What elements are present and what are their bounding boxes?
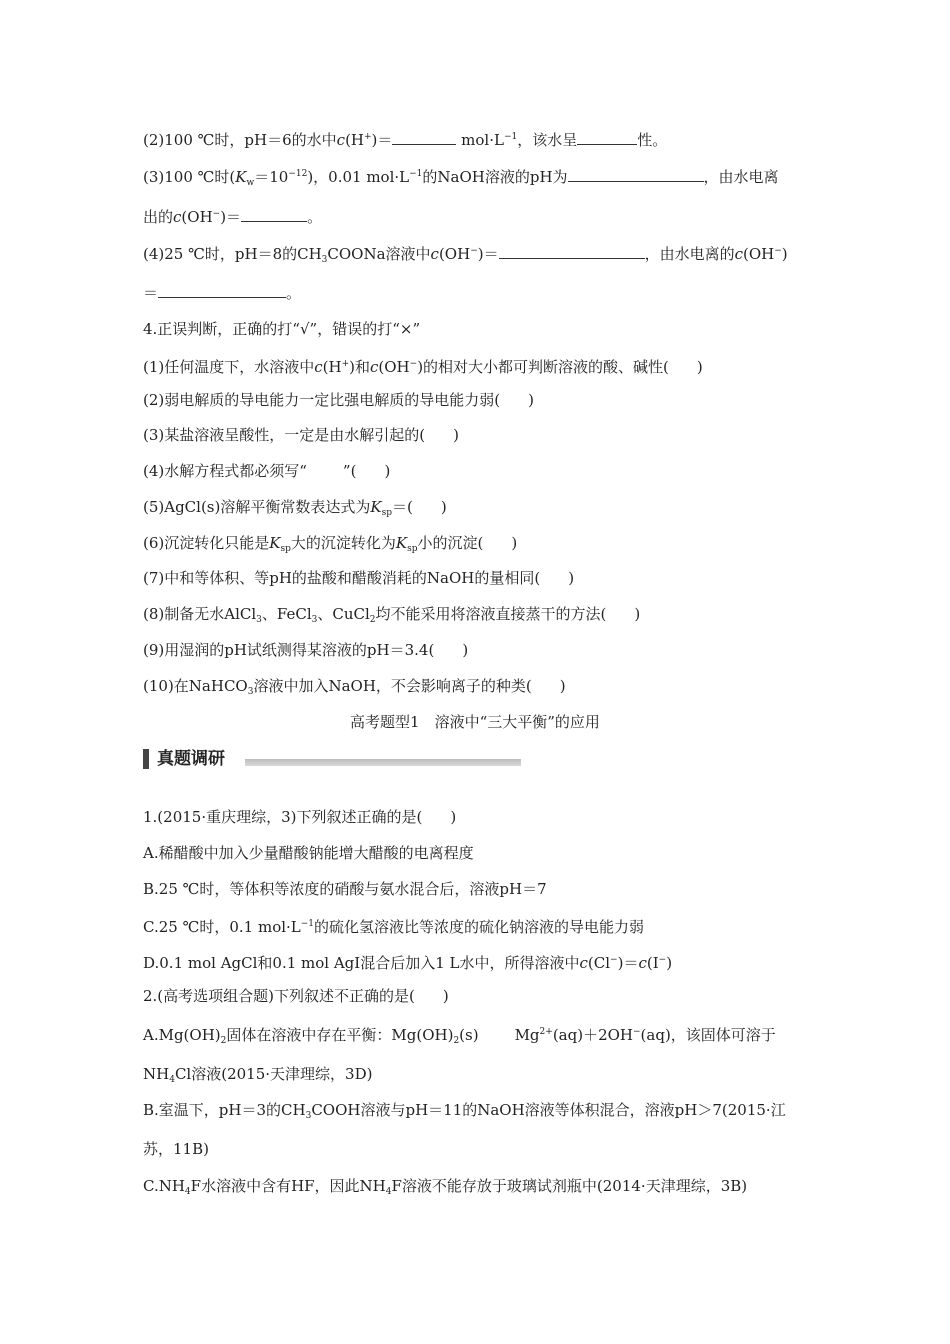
answer-blank[interactable] <box>158 283 286 298</box>
p2-option-b: B.室温下，pH＝3的$CH_3COOH$溶液与pH＝11的NaOH溶液等体积混合，溶液pH＞7(2015·江 <box>143 1101 786 1121</box>
section-heading <box>143 747 523 771</box>
answer-blank[interactable] <box>392 130 456 145</box>
answer-blank[interactable] <box>577 130 637 145</box>
p1-option-c: C.25 ℃时，0.1 $mol\cdot L^{-1}$的硫化氢溶液比等浓度的硫化钠溶液的导电能力弱 <box>143 918 645 936</box>
q4-item-4: (4)水解方程式都必须写“ ”( ) <box>143 462 391 480</box>
p2-option-c: $C.NH_4F$水溶液中含有HF，因此$NH_4F$溶液不能存放于玻璃试剂瓶中(2014·天津理综，3B) <box>143 1177 748 1197</box>
q3-item-4-cont: ＝ 。 <box>143 284 302 302</box>
section-rule <box>245 759 521 766</box>
section-title: 真题调研 <box>157 749 225 769</box>
section-bar-icon <box>143 749 149 769</box>
q4-item-7: (7)中和等体积、等pH的盐酸和醋酸消耗的NaOH的量相同( ) <box>143 569 575 587</box>
p1-stem: 1.(2015·重庆理综，3)下列叙述正确的是( ) <box>143 808 457 826</box>
q3-item-2: (2)100 ℃时，pH＝6的水中$c(H^+)= mol\cdot L^{-1}$，该水呈 性。 <box>143 131 668 149</box>
answer-blank[interactable] <box>499 244 645 259</box>
p2-option-b-cont: 苏，11B) <box>143 1140 209 1158</box>
q4-item-1: (1)任何温度下，水溶液中c(H+)和c(OH−)的相对大小都可判断溶液的酸、碱性( ) <box>143 358 703 376</box>
q4-item-3: (3)某盐溶液呈酸性，一定是由水解引起的( ) <box>143 426 459 444</box>
q4-item-9: (9)用湿润的pH试纸测得某溶液的pH＝3.4( ) <box>143 641 469 659</box>
p1-option-a: A.稀醋酸中加入少量醋酸钠能增大醋酸的电离程度 <box>143 844 474 862</box>
p2-option-a-cont: $NH_4Cl$溶液(2015·天津理综，3D) <box>143 1065 373 1085</box>
p2-stem: 2.(高考选项组合题)下列叙述不正确的是( ) <box>143 987 449 1005</box>
q4-title: 4.正误判断，正确的打“√”，错误的打“×” <box>143 320 421 338</box>
q3-item-3: (3)100 ℃时$(K_w=10^{-12})$，0.01 $mol\cdot L^{-1}$的NaOH溶液的pH为 ，由水电离 <box>143 168 779 188</box>
question-type-title: 高考题型1 溶液中“三大平衡”的应用 <box>350 713 600 731</box>
p1-option-d: D.0.1 mol AgCl和0.1 mol AgI混合后加入1 L水中，所得溶液中c(Cl−)＝c(I−) <box>143 954 673 972</box>
answer-blank[interactable] <box>241 207 307 222</box>
q4-item-5: (5)AgCl(s)溶解平衡常数表达式为$K_{sp}=$( ) <box>143 498 447 518</box>
p1-option-b: B.25 ℃时，等体积等浓度的硝酸与氨水混合后，溶液pH＝7 <box>143 880 547 898</box>
q4-item-6: (6)沉淀转化只能是$K_{sp}$大的沉淀转化为$K_{sp}$小的沉淀( ) <box>143 534 518 554</box>
p2-option-a: $A.Mg(OH)_2$固体在溶液中存在平衡：$Mg(OH)_2(s)$ $Mg^{2+}(aq)+2OH^-(aq)$，该固体可溶于 <box>143 1026 776 1046</box>
answer-blank[interactable] <box>568 167 704 182</box>
q3-item-4: (4)25 ℃时，pH＝8的$CH_3COONa$溶液中c(OH−)＝ ，由水电离的c(OH−) <box>143 245 788 265</box>
q4-item-8: (8)制备无水AlCl$_3$、FeCl$_3$、CuCl$_2$均不能采用将溶液直接蒸干的方法( ) <box>143 605 641 625</box>
q4-item-2: (2)弱电解质的导电能力一定比强电解质的导电能力弱( ) <box>143 391 534 409</box>
q3-item-3-cont: 出的c(OH−)＝ 。 <box>143 208 323 226</box>
q4-item-10: (10)在NaHCO$_3$溶液中加入NaOH，不会影响离子的种类( ) <box>143 677 566 697</box>
